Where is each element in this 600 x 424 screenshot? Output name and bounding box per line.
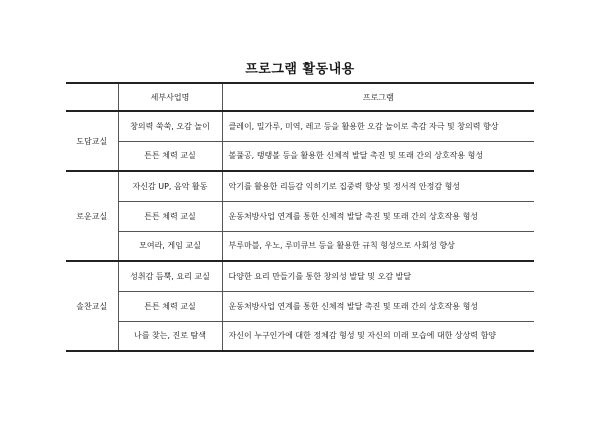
table-row bbox=[66, 201, 534, 231]
program-description: 운동처방사업 연계를 통한 신체적 발달 촉진 및 또래 간의 상호작용 형성 bbox=[222, 201, 534, 231]
project-name: 성취감 듬뿍, 요리 교실 bbox=[118, 261, 222, 291]
project-name: 튼튼 체력 교실 bbox=[118, 291, 222, 321]
project-name: 튼튼 체력 교실 bbox=[118, 201, 222, 231]
group-label-dodam: 도담교실 bbox=[66, 111, 118, 171]
table-row bbox=[66, 141, 534, 171]
table-row bbox=[66, 171, 534, 201]
table-header-row bbox=[66, 83, 534, 111]
header-program: 프로그램 bbox=[222, 83, 534, 111]
program-description: 악기를 활용한 리듬감 익히기로 집중력 향상 및 정서적 안정감 형성 bbox=[222, 171, 534, 201]
program-description: 클레이, 밀가루, 미역, 레고 등을 활용한 오감 놀이로 촉감 자극 및 창의력 향상 bbox=[222, 111, 534, 141]
program-description: 볼풀공, 탱탱볼 등을 활용한 신체적 발달 촉진 및 또래 간의 상호작용 형성 bbox=[222, 141, 534, 171]
program-description: 운동처방사업 연계를 통한 신체적 발달 촉진 및 또래 간의 상호작용 형성 bbox=[222, 291, 534, 321]
group-label-solchan: 솔찬교실 bbox=[66, 261, 118, 351]
group-label-roun: 로운교실 bbox=[66, 171, 118, 261]
project-name: 나를 찾는, 진로 탐색 bbox=[118, 321, 222, 351]
table-row bbox=[66, 321, 534, 351]
table-row bbox=[66, 291, 534, 321]
table-row bbox=[66, 111, 534, 141]
project-name: 자신감 UP, 음악 활동 bbox=[118, 171, 222, 201]
program-table bbox=[66, 82, 534, 352]
project-name: 튼튼 체력 교실 bbox=[118, 141, 222, 171]
page-title: 프로그램 활동내용 bbox=[245, 62, 355, 77]
table-row bbox=[66, 231, 534, 261]
program-description: 부루마블, 우노, 루미큐브 등을 활용한 규칙 형성으로 사회성 향상 bbox=[222, 231, 534, 261]
program-description: 다양한 요리 만들기를 통한 창의성 발달 및 오감 발달 bbox=[222, 261, 534, 291]
program-description: 자신이 누구인가에 대한 정체감 형성 및 자신의 미래 모습에 대한 상상력 함양 bbox=[222, 321, 534, 351]
header-group-cell bbox=[66, 83, 118, 111]
header-project-name: 세부사업명 bbox=[118, 83, 222, 111]
table-row bbox=[66, 261, 534, 291]
project-name: 창의력 쑥쑥, 오감 놀이 bbox=[118, 111, 222, 141]
project-name: 모여라, 게임 교실 bbox=[118, 231, 222, 261]
